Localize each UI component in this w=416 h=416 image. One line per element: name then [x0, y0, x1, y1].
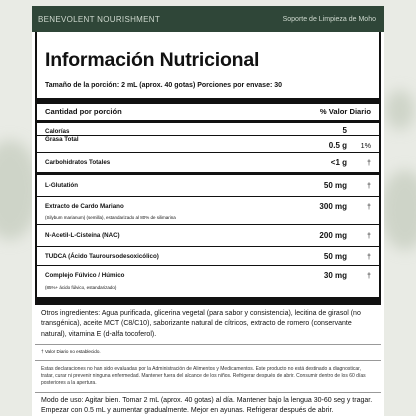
nutrition-header-row	[37, 104, 379, 123]
nutrient-row-with-detail	[37, 197, 379, 225]
nutrient-dv: †	[367, 231, 371, 241]
nutrient-amount: 5	[342, 126, 347, 135]
nutrient-row	[37, 123, 379, 136]
nutrient-detail: (Silybum marianum) (semilla), estandarizado al 80% de silimarina	[45, 215, 176, 220]
nutrient-amount: 0.5 g	[328, 141, 347, 150]
nutrient-row	[37, 175, 379, 197]
ingredients-section	[35, 305, 381, 392]
nutrient-row	[37, 136, 379, 153]
nutrient-name: Calorías	[45, 128, 70, 135]
nutrient-dv: †	[367, 181, 371, 190]
nutrient-dv: 1%	[360, 141, 371, 150]
nutrient-row	[37, 153, 379, 175]
nutrient-amount: 30 mg	[323, 271, 347, 281]
nutrient-row	[37, 197, 379, 215]
brand-name: BENEVOLENT NOURISHMENT	[38, 14, 161, 24]
nutrient-name: L-Glutatión	[45, 182, 78, 189]
brand-bar	[32, 6, 384, 32]
dv-footnote: † Valor Diario no establecido.	[35, 345, 381, 361]
nutrient-amount: 50 mg	[323, 251, 347, 261]
nutrient-amount: 200 mg	[319, 231, 347, 241]
nutrient-row	[37, 225, 379, 247]
nutrient-detail: (85%+ ácido fúlvico, estandarizado)	[45, 285, 117, 291]
daily-value-header: % Valor Diario	[319, 107, 371, 116]
nutrient-amount: 300 mg	[319, 201, 347, 211]
brand-tagline: Soporte de Limpieza de Moho	[282, 15, 376, 23]
product-label-panel	[32, 6, 384, 416]
background-leaf-decoration	[385, 90, 415, 130]
other-ingredients: Otros ingredientes: Agua purificada, glicerina vegetal (para sabor y consistencia), lecitina de girasol (no transgénica), aceite MCT (C8/C10), saborizante natural de cítricos, extracto de romero (conservante natural), vitamina E (d-alfa tocoferol).	[35, 305, 381, 346]
nutrient-dv: †	[367, 271, 371, 281]
nutrient-amount: <1 g	[330, 158, 347, 167]
nutrient-row-with-detail	[37, 266, 379, 302]
nutrient-dv: †	[367, 158, 371, 167]
serving-info: Tamaño de la porción: 2 mL (aprox. 40 gotas) Porciones por envase: 30	[37, 82, 379, 104]
nutrient-dv: †	[367, 251, 371, 261]
nutrition-title: Información Nutricional	[45, 49, 260, 71]
nutrient-name: TUDCA (Ácido Tauroursodesoxicólico)	[45, 252, 159, 260]
amount-per-serving-header: Cantidad por porción	[45, 107, 122, 116]
nutrient-name: Grasa Total	[45, 136, 79, 143]
nutrient-row	[37, 247, 379, 266]
fda-disclaimer: Estas declaraciones no han sido evaluadas por la Administración de Alimentos y Medicamentos. Este producto no está destinado a diagnosticar, tratar, curar ni prevenir ninguna enfermedad. Mantener fuera del alcance de los niños. Refrigerar después de abrir. Consumir dentro de los 60 días posteriores a la apertura.	[41, 366, 366, 386]
nutrient-name: Complejo Fúlvico / Húmico	[45, 272, 125, 280]
usage-instructions: Modo de uso: Agitar bien. Tomar 2 mL (aprox. 40 gotas) al día. Mantener bajo la lengua 30-60 seg y tragar. Empezar con 0.5 mL y aumentar gradualmente. Mejor en ayunas. Refrigerar después de abrir.	[35, 392, 381, 416]
nutrition-facts-box	[35, 32, 381, 305]
nutrient-name: N-Acetil-L-Cisteína (NAC)	[45, 232, 120, 240]
nutrient-dv: †	[367, 201, 371, 211]
background-leaf-decoration	[380, 170, 416, 250]
nutrient-name: Carbohidratos Totales	[45, 159, 111, 166]
nutrient-row	[37, 266, 379, 285]
nutrient-name: Extracto de Cardo Mariano	[45, 202, 124, 210]
nutrient-amount: 50 mg	[323, 181, 347, 190]
